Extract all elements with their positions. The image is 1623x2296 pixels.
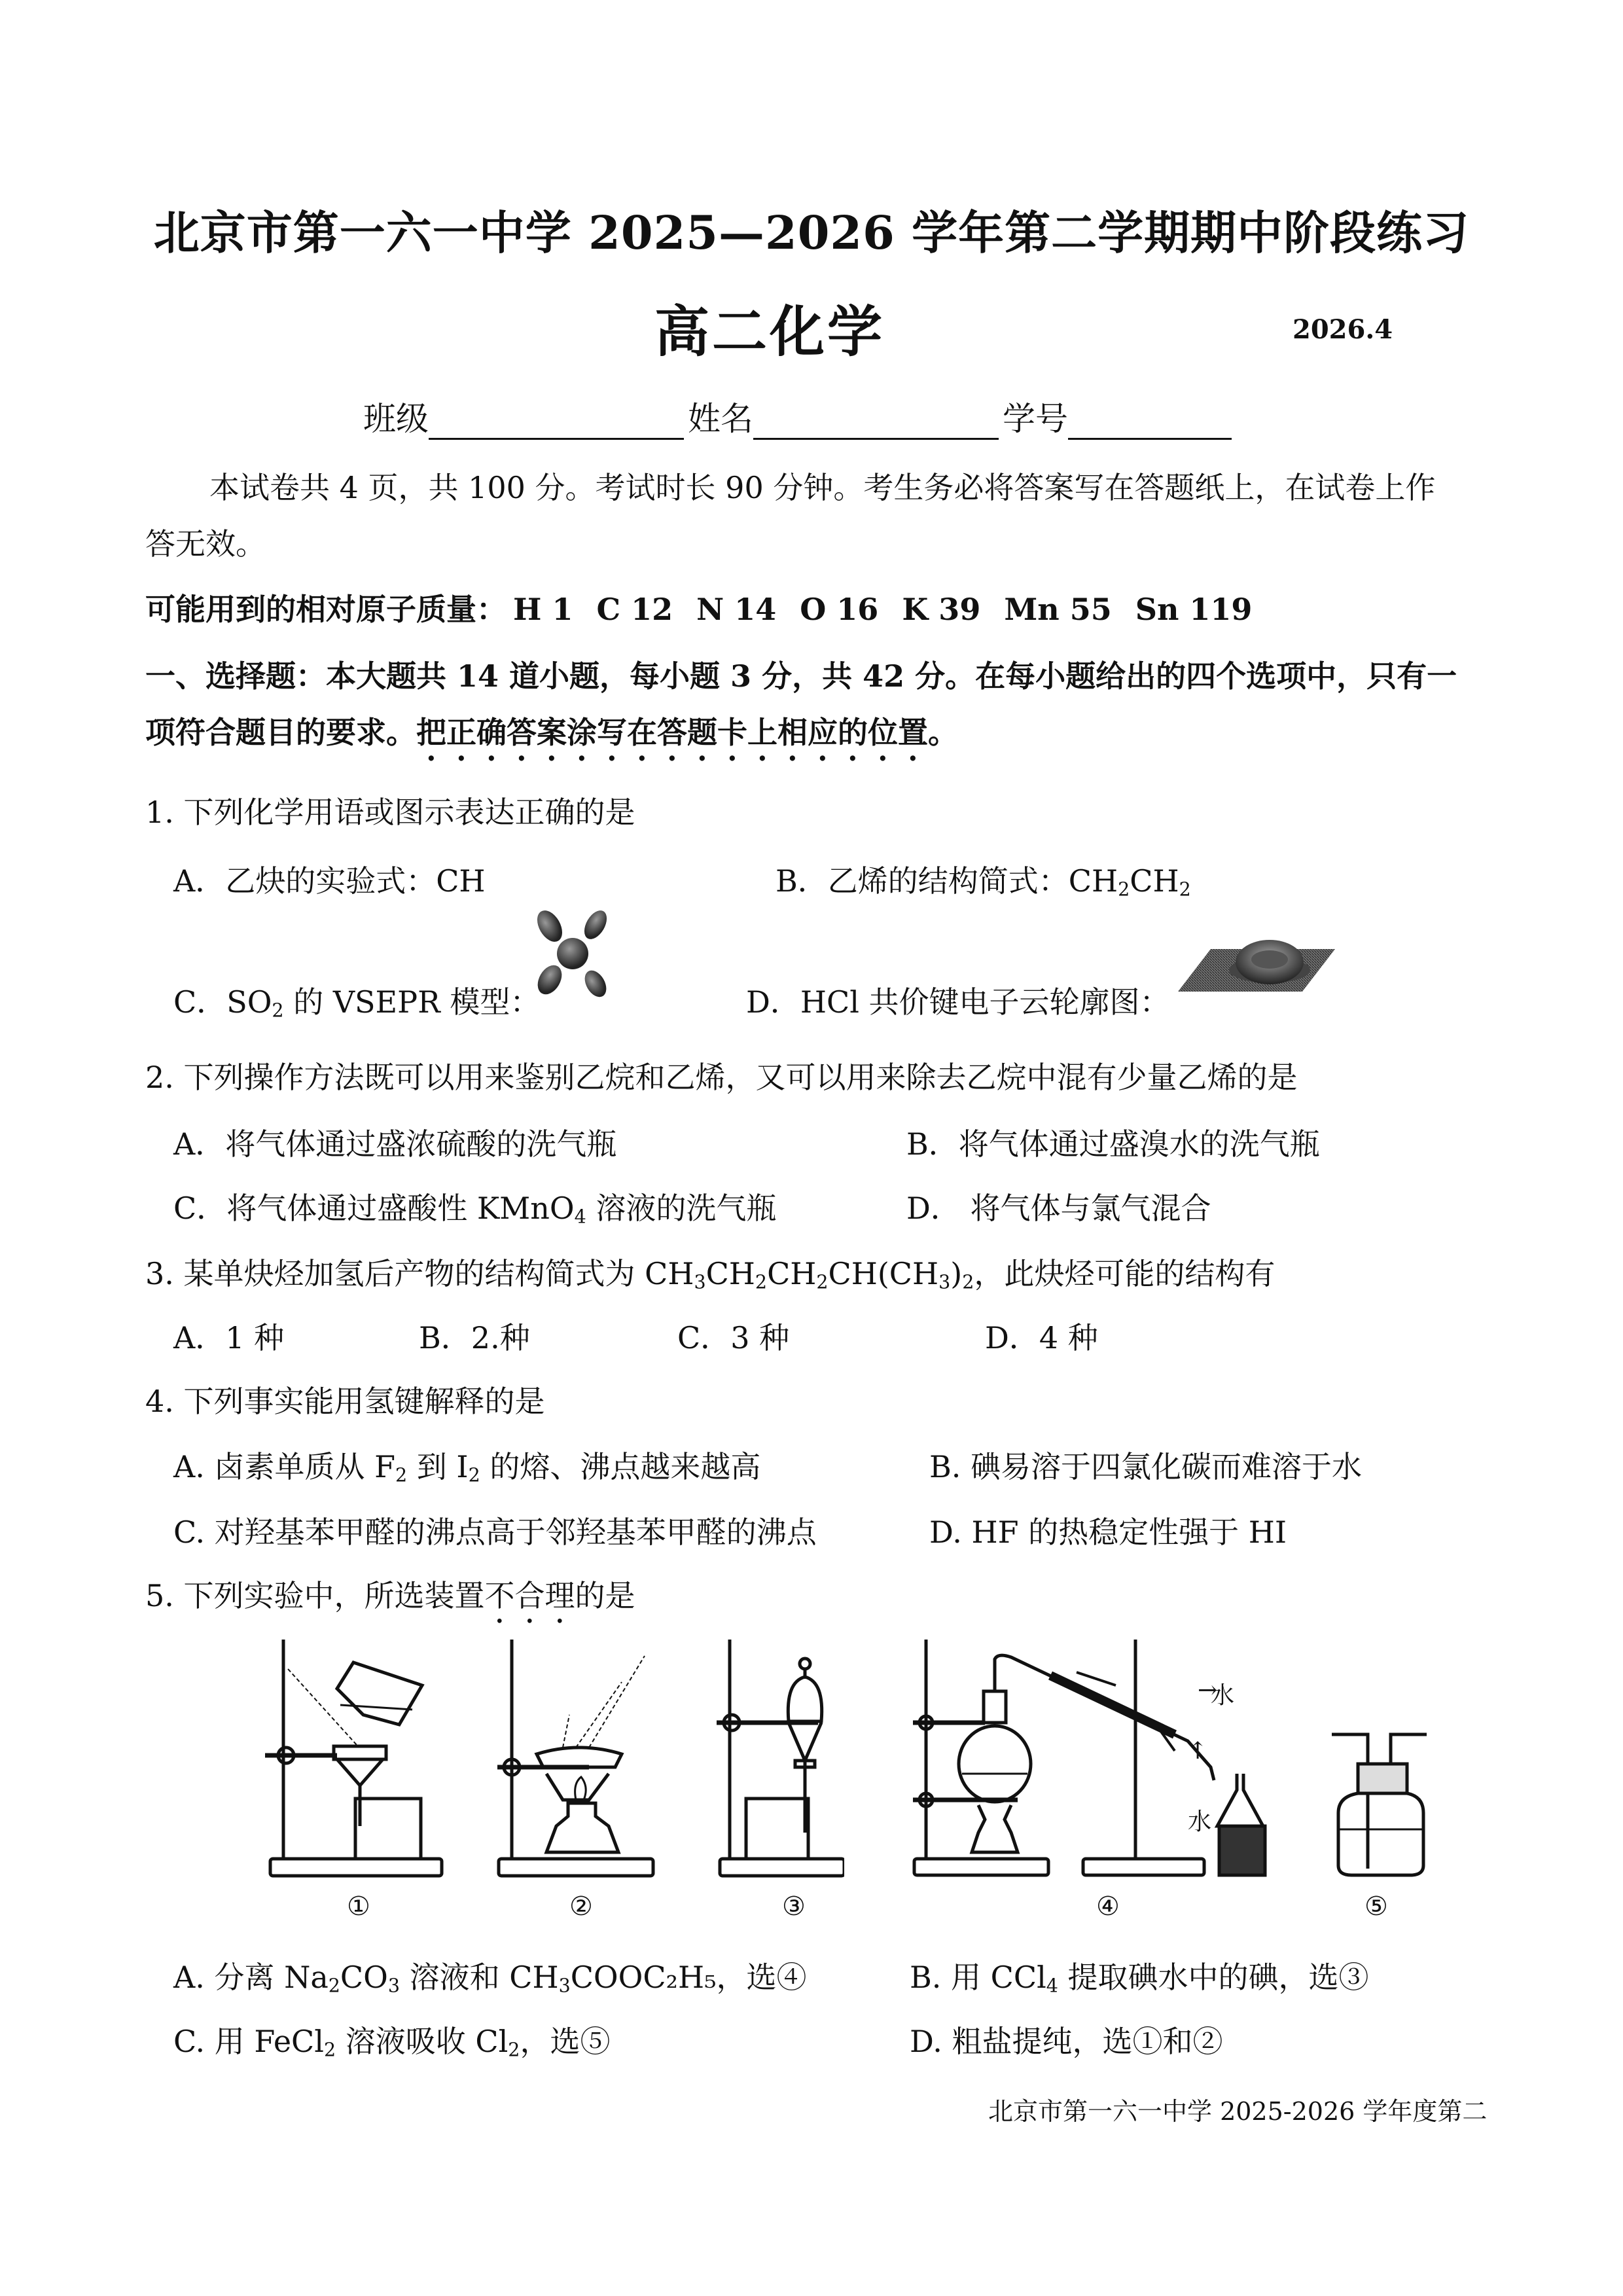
mass-n: N 14 — [696, 592, 777, 627]
class-blank[interactable] — [429, 401, 684, 440]
text: 溶液吸收 Cl — [336, 2024, 508, 2059]
section1-line2-emphasis: 把正确答案涂写在答题卡上相应的位置。 — [416, 715, 958, 750]
exam-subject: 高二化学 — [654, 299, 885, 364]
exam-date: 2026.4 — [1293, 314, 1393, 345]
atomic-masses — [145, 592, 1253, 627]
apparatus-2-label: ② — [569, 1892, 593, 1922]
text: 的 VSEPR 模型： — [283, 984, 541, 1020]
student-id-blank[interactable] — [1068, 401, 1232, 440]
subscript: 3 — [387, 1975, 400, 1997]
question-3-option-b[interactable]: B．2.种 — [419, 1320, 530, 1355]
question-1-option-c[interactable] — [173, 978, 540, 1022]
section1-line1: 一、选择题：本大题共 14 道小题，每小题 3 分，共 42 分。在每小题给出的四个选项中，只有一 — [145, 658, 1457, 694]
apparatus-5-label: ⑤ — [1364, 1892, 1388, 1922]
name-blank[interactable] — [753, 401, 999, 440]
question-4-option-d[interactable]: D. HF 的热稳定性强于 HI — [929, 1515, 1287, 1550]
text: ，选⑤ — [520, 2024, 611, 2059]
text: CH — [1130, 863, 1179, 899]
mass-h: H 1 — [513, 592, 573, 627]
student-info-fields — [363, 393, 1236, 440]
text: 溶液的洗气瓶 — [586, 1191, 777, 1226]
apparatus-2-evaporation-image — [491, 1636, 661, 1892]
instructions-line2: 答无效。 — [145, 526, 266, 562]
text: ，此炔烃可能的结构有 — [974, 1256, 1275, 1291]
question-5-option-b[interactable] — [910, 1954, 1369, 1997]
question-4-option-a[interactable] — [173, 1443, 760, 1486]
question-1-option-b[interactable] — [776, 857, 1191, 901]
question-2-option-b[interactable]: B．将气体通过盛溴水的洗气瓶 — [906, 1126, 1320, 1162]
apparatus-3-separatory-funnel-image — [713, 1636, 844, 1892]
subscript: 2 — [328, 1975, 340, 1997]
question-4-option-c[interactable]: C. 对羟基苯甲醛的沸点高于邻羟基苯甲醛的沸点 — [173, 1515, 817, 1550]
question-5-option-d[interactable]: D. 粗盐提纯，选①和② — [910, 2024, 1223, 2059]
page-footer: 北京市第一六一中学 2025-2026 学年度第二 — [988, 2097, 1488, 2126]
question-2-stem: 2. 下列操作方法既可以用来鉴别乙烷和乙烯，又可以用来除去乙烷中混有少量乙烯的是 — [145, 1060, 1298, 1095]
question-3-option-d[interactable]: D．4 种 — [985, 1320, 1098, 1355]
emphasis-text: 不合理 — [484, 1578, 575, 1613]
text: C．将气体通过盛酸性 KMnO — [173, 1191, 575, 1226]
mass-sn: Sn 119 — [1135, 592, 1253, 627]
student-id-label: 学号 — [1003, 400, 1068, 438]
subscript: 2 — [962, 1271, 974, 1293]
text: 提取碘水中的碘，选③ — [1058, 1960, 1369, 1995]
water-inlet-label: 水 — [1188, 1808, 1212, 1835]
question-5-option-a[interactable] — [173, 1954, 807, 1997]
text: COOC₂H₅，选④ — [570, 1960, 807, 1995]
question-4-stem: 4. 下列事实能用氢键解释的是 — [145, 1384, 545, 1419]
question-3-stem — [145, 1250, 1275, 1293]
mass-c: C 12 — [596, 592, 673, 627]
text: B. 用 CCl — [910, 1960, 1046, 1995]
text: 的熔、沸点越来越高 — [480, 1449, 761, 1484]
question-5-stem — [145, 1572, 635, 1630]
question-2-option-a[interactable]: A．将气体通过盛浓硫酸的洗气瓶 — [173, 1126, 617, 1162]
section1-line2 — [145, 715, 958, 768]
question-3-option-c[interactable]: C．3 种 — [677, 1320, 790, 1355]
question-3-option-a[interactable]: A．1 种 — [173, 1320, 285, 1355]
apparatus-1-label: ① — [347, 1892, 370, 1922]
text: CH(CH — [828, 1256, 939, 1291]
text: C．SO — [173, 984, 272, 1020]
apparatus-5-gas-washing-bottle-image — [1332, 1728, 1430, 1878]
instructions-line1: 本试卷共 4 页，共 100 分。考试时长 90 分钟。考生务必将答案写在答题纸上，在试卷上作 — [209, 470, 1436, 505]
question-2-option-c[interactable] — [173, 1185, 776, 1228]
text: 溶液和 CH — [400, 1960, 559, 1995]
subscript: 3 — [558, 1975, 571, 1997]
apparatus-4-distillation-image — [906, 1636, 1312, 1892]
text: 的是 — [575, 1578, 635, 1613]
text: B．乙烯的结构简式：CH — [776, 863, 1118, 899]
text: CH — [767, 1256, 817, 1291]
subscript: 2 — [1118, 878, 1130, 901]
question-1-stem: 1. 下列化学用语或图示表达正确的是 — [145, 795, 635, 830]
mass-k: K 39 — [902, 592, 981, 627]
subscript: 2 — [1179, 878, 1191, 901]
mass-o: O 16 — [800, 592, 879, 627]
arrow-up-icon: ↑ — [1188, 1738, 1208, 1765]
apparatus-1-filtration-image — [259, 1636, 448, 1892]
subscript: 2 — [468, 1464, 480, 1486]
subscript: 2 — [755, 1271, 768, 1293]
text: 5. 下列实验中，所选装置 — [145, 1578, 485, 1613]
question-1-option-a[interactable]: A．乙炔的实验式：CH — [173, 863, 486, 899]
subscript: 2 — [816, 1271, 829, 1293]
section1-line2-plain: 项符合题目的要求。 — [145, 715, 416, 750]
subscript: 2 — [272, 999, 284, 1022]
subscript: 3 — [938, 1271, 951, 1293]
question-2-option-d[interactable]: D． 将气体与氯气混合 — [906, 1191, 1211, 1226]
text: 3. 某单炔烃加氢后产物的结构简式为 CH — [145, 1256, 694, 1291]
question-4-option-b[interactable]: B. 碘易溶于四氯化碳而难溶于水 — [929, 1449, 1363, 1484]
electron-cloud-image — [1178, 929, 1335, 1001]
subscript: 4 — [574, 1206, 586, 1228]
text: A. 分离 Na — [173, 1960, 329, 1995]
mass-mn: Mn 55 — [1004, 592, 1112, 627]
text: A. 卤素单质从 F — [173, 1449, 396, 1484]
vsepr-model-image — [530, 906, 615, 1005]
text: 到 I — [407, 1449, 469, 1484]
subscript: 3 — [694, 1271, 706, 1293]
subscript: 4 — [1046, 1975, 1058, 1997]
water-outlet-label: 水 — [1211, 1682, 1235, 1709]
subscript: 2 — [323, 2039, 336, 2061]
text: C. 用 FeCl — [173, 2024, 324, 2059]
name-label: 姓名 — [688, 400, 753, 438]
apparatus-4-label: ④ — [1096, 1892, 1120, 1922]
text: CO — [340, 1960, 388, 1995]
exam-title: 北京市第一六一中学 2025—2026 学年第二学期期中阶段练习 — [153, 206, 1470, 260]
question-1-option-d[interactable]: D．HCl 共价键电子云轮廓图： — [746, 984, 1170, 1020]
atomic-masses-label: 可能用到的相对原子质量： — [145, 592, 507, 627]
class-label: 班级 — [363, 400, 429, 438]
text: ) — [950, 1256, 963, 1291]
question-5-option-c[interactable] — [173, 2018, 610, 2061]
text: CH — [705, 1256, 755, 1291]
subscript: 2 — [395, 1464, 408, 1486]
subscript: 2 — [508, 2039, 520, 2061]
apparatus-3-label: ③ — [782, 1892, 806, 1922]
arrow-right-icon: → — [1198, 1677, 1218, 1704]
